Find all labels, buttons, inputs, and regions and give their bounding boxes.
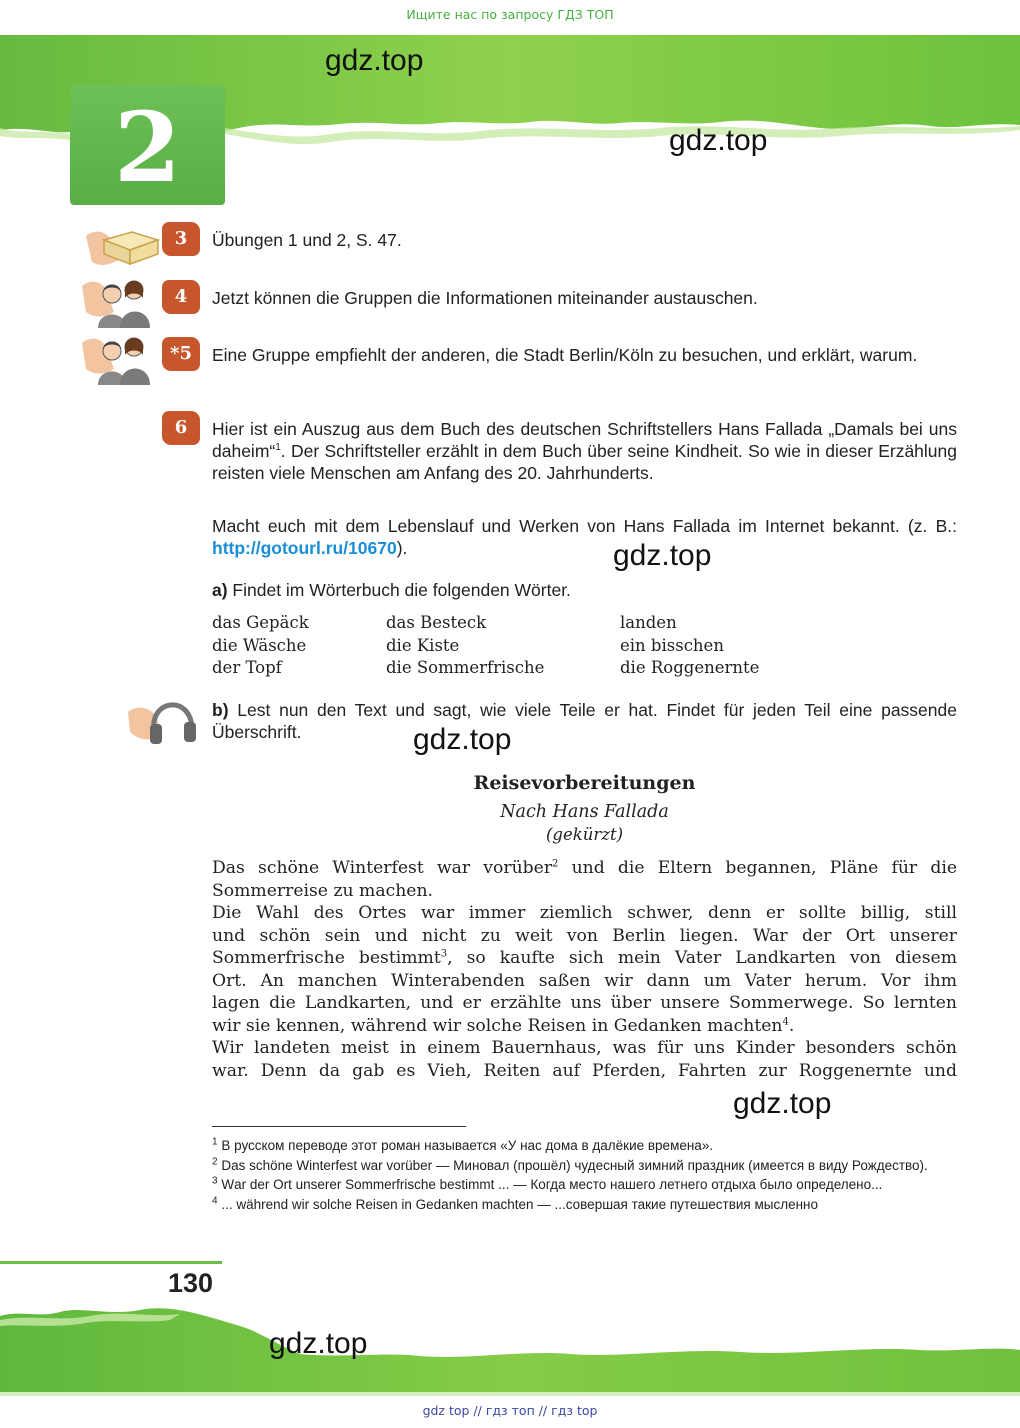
task-number-badge: 3 bbox=[162, 222, 200, 256]
vocab-word: das Gepäck bbox=[212, 613, 309, 632]
footnote-text: Das schöne Winterfest war vorüber — Миновал (прошёл) чудесный зимний праздник (имеется в виду Рождество). bbox=[221, 1157, 928, 1173]
task-6a bbox=[212, 579, 957, 601]
footnote-ref: 2 bbox=[552, 858, 559, 870]
vocab-word: die Roggenernte bbox=[620, 658, 760, 677]
story-text-span: wir sie kennen, während wir solche Reisen in Gedanken machten bbox=[212, 1015, 783, 1036]
story-line bbox=[212, 902, 957, 925]
footnote-number: 1 bbox=[212, 1136, 218, 1148]
watermark: gdz.top bbox=[269, 1327, 368, 1360]
instruction-text: ). bbox=[396, 538, 408, 558]
story-line bbox=[212, 992, 957, 1015]
task-6-intro-text: Hier ist ein Auszug aus dem Buch des deutschen Schriftstellers Hans Fallada „Damals bei uns daheim“ bbox=[212, 419, 957, 461]
footnote-number: 2 bbox=[212, 1156, 218, 1167]
story-text-span: und die Eltern begannen, Pläne für die bbox=[558, 858, 957, 878]
story-text-span: Das schöne Winterfest war vorüber bbox=[212, 858, 553, 878]
subtask-text: Findet im Wörterbuch die folgenden Wörter. bbox=[227, 580, 571, 600]
footnote-text: ... während wir solche Reisen in Gedanken machten — ...совершая такие путешествия мысленно bbox=[221, 1196, 819, 1212]
story-line bbox=[212, 1015, 957, 1038]
chapter-number: 2 bbox=[70, 85, 225, 205]
story-text-span: , so kaufte sich mein Vater Landkarten von diesem bbox=[447, 948, 958, 968]
footnote bbox=[212, 1175, 957, 1195]
vocab-word: die Sommerfrische bbox=[386, 658, 545, 677]
story-text bbox=[212, 857, 957, 1082]
story-title: Reisevorbereitungen bbox=[473, 772, 696, 794]
task-number-badge: *5 bbox=[162, 337, 200, 371]
task-6b bbox=[212, 699, 957, 743]
footnote-text: В русском переводе этот роман называется «У нас дома в далёкие времена». bbox=[221, 1138, 714, 1153]
fallada-link[interactable]: http://gotourl.ru/10670 bbox=[212, 538, 397, 558]
task-number-badge: 6 bbox=[162, 411, 200, 445]
task-5-text: Eine Gruppe empfiehlt der anderen, die Stadt Berlin/Köln zu besuchen, und erklärt, warum. bbox=[212, 345, 918, 365]
vocab-word: der Topf bbox=[212, 658, 282, 677]
page-number: 130 bbox=[168, 1268, 214, 1298]
footnote bbox=[212, 1156, 957, 1176]
watermark: gdz.top bbox=[613, 539, 712, 572]
story-text-span: Die Wahl des Ortes war immer ziemlich schwer, denn er sollte billig, still bbox=[212, 903, 957, 923]
story-text-span: war. Denn da gab es Vieh, Reiten auf Pferden, Fahrten zur Roggenernte und bbox=[212, 1060, 957, 1081]
watermark: gdz.top bbox=[733, 1087, 832, 1120]
vocab-word: ein bisschen bbox=[620, 635, 724, 655]
footnote-text: Wаr der Ort unserer Sommerfrische bestimmt ... — Когда место нашего летнего отдыха было определено... bbox=[221, 1177, 883, 1192]
footnote-ref: 1 bbox=[275, 442, 281, 454]
task-number-badge: 4 bbox=[162, 280, 200, 314]
footnote-number: 4 bbox=[212, 1195, 218, 1206]
vocab-column bbox=[620, 612, 850, 680]
subtask-text: Lest nun den Text und sagt, wie viele Teile er hat. Findet für jeden Teil eine passende Überschrift. bbox=[212, 700, 957, 742]
footnote-ref: 3 bbox=[440, 948, 448, 960]
vocab-column bbox=[386, 612, 616, 680]
page-number-rule bbox=[0, 1261, 222, 1264]
story-text-span: lagen die Landkarten, und er erzählte uns über unsere Sommerwege. So lernten bbox=[212, 993, 957, 1013]
task-6-intro-text: . Der Schriftsteller erzählt in dem Buch über seine Kindheit. So wie in dieser Erzählung reisten viele Menschen am Anfang des 20. Jahrhunderts. bbox=[212, 441, 957, 483]
story-note: (gekürzt) bbox=[545, 825, 624, 844]
group-people-icon bbox=[80, 329, 160, 385]
story-line bbox=[212, 947, 957, 970]
vocab-word: die Wäsche bbox=[212, 635, 307, 655]
story-text-span: Sommerreise zu machen. bbox=[212, 880, 433, 901]
bottom-green-wave bbox=[0, 1296, 1020, 1396]
story-author: Nach Hans Fallada bbox=[500, 802, 669, 822]
task-6-intro bbox=[212, 418, 957, 484]
task-6-instruction bbox=[212, 515, 957, 559]
story-line bbox=[212, 1037, 957, 1060]
top-banner: Ищите нас по запросу ГДЗ ТОП bbox=[406, 7, 614, 22]
footnote bbox=[212, 1195, 957, 1215]
footnote-ref: 4 bbox=[782, 1015, 789, 1027]
task-4-text: Jetzt können die Gruppen die Informationen miteinander austauschen. bbox=[212, 288, 758, 308]
vocab-word: das Besteck bbox=[386, 613, 487, 632]
subtask-label: a) bbox=[212, 580, 228, 600]
story-text-span: . bbox=[788, 1015, 795, 1036]
story-text-span: und schön sein und nicht zu weit von Berlin liegen. War der Ort unserer bbox=[212, 925, 957, 946]
group-people-icon bbox=[80, 272, 160, 328]
book-hand-icon bbox=[82, 218, 162, 274]
vocab-word: landen bbox=[620, 613, 677, 632]
bottom-banner: gdz top // гдз топ // гдз top bbox=[422, 1403, 598, 1418]
watermark: gdz.top bbox=[325, 44, 424, 77]
story-line bbox=[212, 880, 957, 903]
footnote-number: 3 bbox=[212, 1175, 218, 1187]
vocab-word: die Kiste bbox=[386, 635, 460, 655]
footnote bbox=[212, 1136, 957, 1156]
vocab-column bbox=[212, 612, 382, 680]
story-text-span: Sommerfrische bestimmt bbox=[212, 948, 441, 968]
subtask-label: b) bbox=[212, 700, 229, 720]
watermark: gdz.top bbox=[413, 723, 512, 756]
story-line bbox=[212, 1060, 957, 1083]
headphones-icon bbox=[128, 690, 208, 746]
story-text-span: Ort. An manchen Winterabenden saßen wir dann um Vater herum. Vor ihm bbox=[212, 970, 957, 991]
footnotes bbox=[212, 1136, 957, 1214]
story-text-span: Wir landeten meist in einem Bauernhaus, was für uns Kinder besonders schön bbox=[212, 1038, 957, 1058]
story-line bbox=[212, 857, 957, 880]
story-line bbox=[212, 970, 957, 993]
story-line bbox=[212, 925, 957, 948]
footnote-divider bbox=[212, 1126, 466, 1127]
watermark: gdz.top bbox=[669, 124, 768, 157]
instruction-text: Macht euch mit dem Lebenslauf und Werken von Hans Fallada im Internet bekannt. (z. B.: bbox=[212, 516, 957, 536]
task-3-text: Übungen 1 und 2, S. 47. bbox=[212, 230, 402, 250]
